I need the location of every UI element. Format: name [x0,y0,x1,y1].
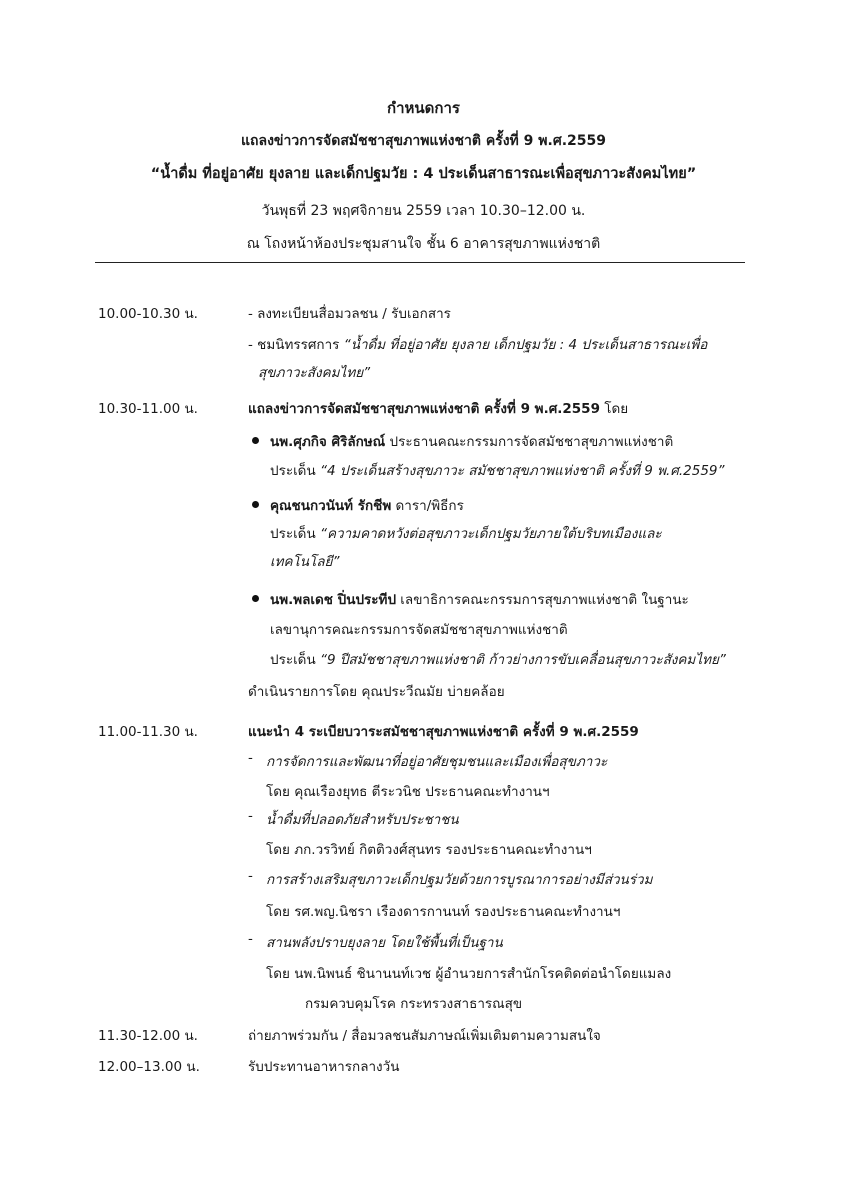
speaker-issue: ประเด็น “9 ปีสมัชชาสุขภาพแห่งชาติ ก้าวย่างการขับเคลื่อนสุขภาวะสังคมไทย” [270,652,726,668]
time-slot: 11.00-11.30 น. [98,724,198,740]
agenda-item: ถ่ายภาพร่วมกัน / สื่อมวลชนสัมภาษณ์เพิ่มเติมตามความสนใจ [248,1028,601,1044]
time-slot: 11.30-12.00 น. [98,1028,198,1044]
speaker-role: ประธานคณะกรรมการจัดสมัชชาสุขภาพแห่งชาติ [385,434,674,450]
speaker [270,588,689,610]
speaker-name: คุณชนกวนันท์ รักชีพ [270,498,392,514]
speaker [270,494,464,516]
event-venue: ณ โถงหน้าห้องประชุมสานใจ ชั้น 6 อาคารสุขภาพแห่งชาติ [246,236,601,252]
divider [95,262,745,263]
session-heading [248,397,628,419]
moderator: ดำเนินรายการโดย คุณประวีณมัย บ่ายคล้อย [248,684,505,700]
speaker-issue: ประเด็น “ความคาดหวังต่อสุขภาวะเด็กปฐมวัยภายใต้บริบทเมืองและ [270,526,662,542]
time-slot: 10.00-10.30 น. [98,306,198,322]
issue-title: “9 ปีสมัชชาสุขภาพแห่งชาติ ก้าวย่างการขับเคลื่อนสุขภาวะสังคมไทย” [319,652,726,668]
issue-title: “ความคาดหวังต่อสุขภาวะเด็กปฐมวัยภายใต้บริบทเมืองและ [319,526,662,542]
agenda-presenter: โดย คุณเรืองยุทธ ตีระวนิช ประธานคณะทำงานฯ [266,784,550,800]
speaker-name: นพ.ศุภกิจ ศิริลักษณ์ [270,434,386,450]
bullet-icon [252,437,259,444]
agenda-presenter: โดย รศ.พญ.นิชรา เรืองดารกานนท์ รองประธานคณะทำงานฯ [266,904,621,920]
agenda-item [248,333,707,355]
issue-title: “4 ประเด็นสร้างสุขภาวะ สมัชชาสุขภาพแห่งชาติ ครั้งที่ 9 พ.ศ.2559” [319,463,725,479]
session-suffix: โดย [599,401,629,417]
agenda-presenter-cont: กรมควบคุมโรค กระทรวงสาธารณสุข [305,996,523,1012]
speaker-role-cont: เลขานุการคณะกรรมการจัดสมัชชาสุขภาพแห่งชาติ [270,622,568,638]
agenda-topic: การสร้างเสริมสุขภาวะเด็กปฐมวัยด้วยการบูรณาการอย่างมีส่วนร่วม [266,872,653,888]
exhibition-title: “น้ำดื่ม ที่อยู่อาศัย ยุงลาย เด็กปฐมวัย : 4 ประเด็นสาธารณะเพื่อ [343,337,708,353]
dash: - [248,750,253,766]
speaker-role: เลขาธิการคณะกรรมการสุขภาพแห่งชาติ ในฐานะ [396,592,689,608]
agenda-topic: น้ำดื่มที่ปลอดภัยสำหรับประชาชน [266,812,459,828]
speaker [270,430,673,452]
speaker-role: ดารา/พิธีกร [391,498,464,514]
bullet-icon [252,595,259,602]
speaker-name: นพ.พลเดช ปิ่นประทีป [270,592,397,608]
event-topic: “น้ำดื่ม ที่อยู่อาศัย ยุงลาย และเด็กปฐมวัย : 4 ประเด็นสาธารณะเพื่อสุขภาวะสังคมไทย” [150,166,697,182]
dash: - [248,931,253,947]
time-slot: 10.30-11.00 น. [98,401,198,417]
page-title: กำหนดการ [387,99,460,117]
event-date: วันพุธที่ 23 พฤศจิกายน 2559 เวลา 10.30–12.00 น. [261,203,586,219]
agenda-topic: สานพลังปราบยุงลาย โดยใช้พื้นที่เป็นฐาน [266,935,503,951]
time-slot: 12.00–13.00 น. [98,1059,200,1075]
session-title: แนะนำ 4 ระเบียบวาระสมัชชาสุขภาพแห่งชาติ ครั้งที่ 9 พ.ศ.2559 [248,724,639,740]
page-subtitle: แถลงข่าวการจัดสมัชชาสุขภาพแห่งชาติ ครั้งที่ 9 พ.ศ.2559 [240,133,606,149]
bullet-icon [252,501,259,508]
dash: - [248,868,253,884]
issue-title-cont: เทคโนโลยี” [270,554,340,570]
agenda-topic: การจัดการและพัฒนาที่อยู่อาศัยชุมชนและเมืองเพื่อสุขภาวะ [266,754,608,770]
session-title: แถลงข่าวการจัดสมัชชาสุขภาพแห่งชาติ ครั้งที่ 9 พ.ศ.2559 [248,401,600,417]
agenda-presenter: โดย ภก.วรวิทย์ กิตติวงศ์สุนทร รองประธานคณะทำงานฯ [266,842,592,858]
agenda-item: - ลงทะเบียนสื่อมวลชน / รับเอกสาร [248,306,451,322]
speaker-issue: ประเด็น “4 ประเด็นสร้างสุขภาวะ สมัชชาสุขภาพแห่งชาติ ครั้งที่ 9 พ.ศ.2559” [270,463,725,479]
agenda-presenter: โดย นพ.นิพนธ์ ชินานนท์เวช ผู้อำนวยการสำนักโรคติดต่อนำโดยแมลง [266,966,672,982]
agenda-text: - ชมนิทรรศการ [248,337,344,353]
dash: - [248,808,253,824]
agenda-item: รับประทานอาหารกลางวัน [248,1059,400,1075]
exhibition-title-cont: สุขภาวะสังคมไทย” [258,365,371,381]
